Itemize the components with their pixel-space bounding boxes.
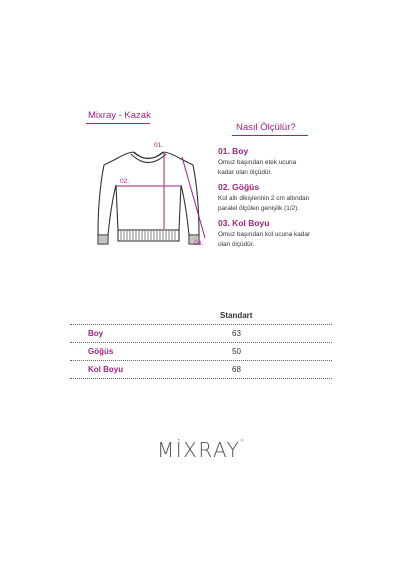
brand-logo [157,438,246,462]
diagram-label-03: 03. [194,240,204,247]
section-heading: 01. Boy [218,146,249,156]
section-desc-line1: Kol altı dikişlerinin 2 cm altından [218,195,310,202]
section-heading: 03. Kol Boyu [218,218,270,228]
table-divider [70,378,332,379]
section-heading: 02. Göğüs [218,182,260,192]
diagram-label-02: 02. [120,178,130,185]
product-title-underline [86,123,150,124]
table-row-label: Boy [88,329,104,338]
table-row-value: 63 [232,329,241,338]
section-desc-line1: Omuz başından kol ucuna kadar [218,231,311,238]
section-boy [218,146,296,177]
table-divider [70,360,332,361]
table-row-label: Göğüs [88,347,114,356]
sweater-diagram [86,135,216,255]
table-row-label: Kol Boyu [88,365,124,374]
sweater-outline-icon [86,135,216,255]
table-divider [70,324,332,325]
section-kol-boyu [218,218,310,249]
section-desc-line2: kadar olan ölçüdür. [218,168,273,176]
how-to-measure-title: Nasıl Ölçülür? [236,122,296,133]
product-title: Mixray - Kazak [88,110,151,121]
diagram-label-01: 01. [154,142,164,149]
section-desc-line2: paralel ölçülen genişlik (1/2). [218,204,299,212]
registered-mark: ® [240,438,246,443]
how-to-measure-underline [232,135,308,136]
table-row-value: 68 [232,365,241,374]
table-row-value: 50 [232,347,241,356]
table-divider [70,342,332,343]
brand-logo-text: MİXRAY [157,438,241,462]
section-desc-line1: Omuz başından etek ucuna [218,159,297,166]
table-column-header: Standart [220,311,253,320]
section-desc-line2: olan ölçüdür. [218,240,255,248]
section-gogus [218,182,309,213]
